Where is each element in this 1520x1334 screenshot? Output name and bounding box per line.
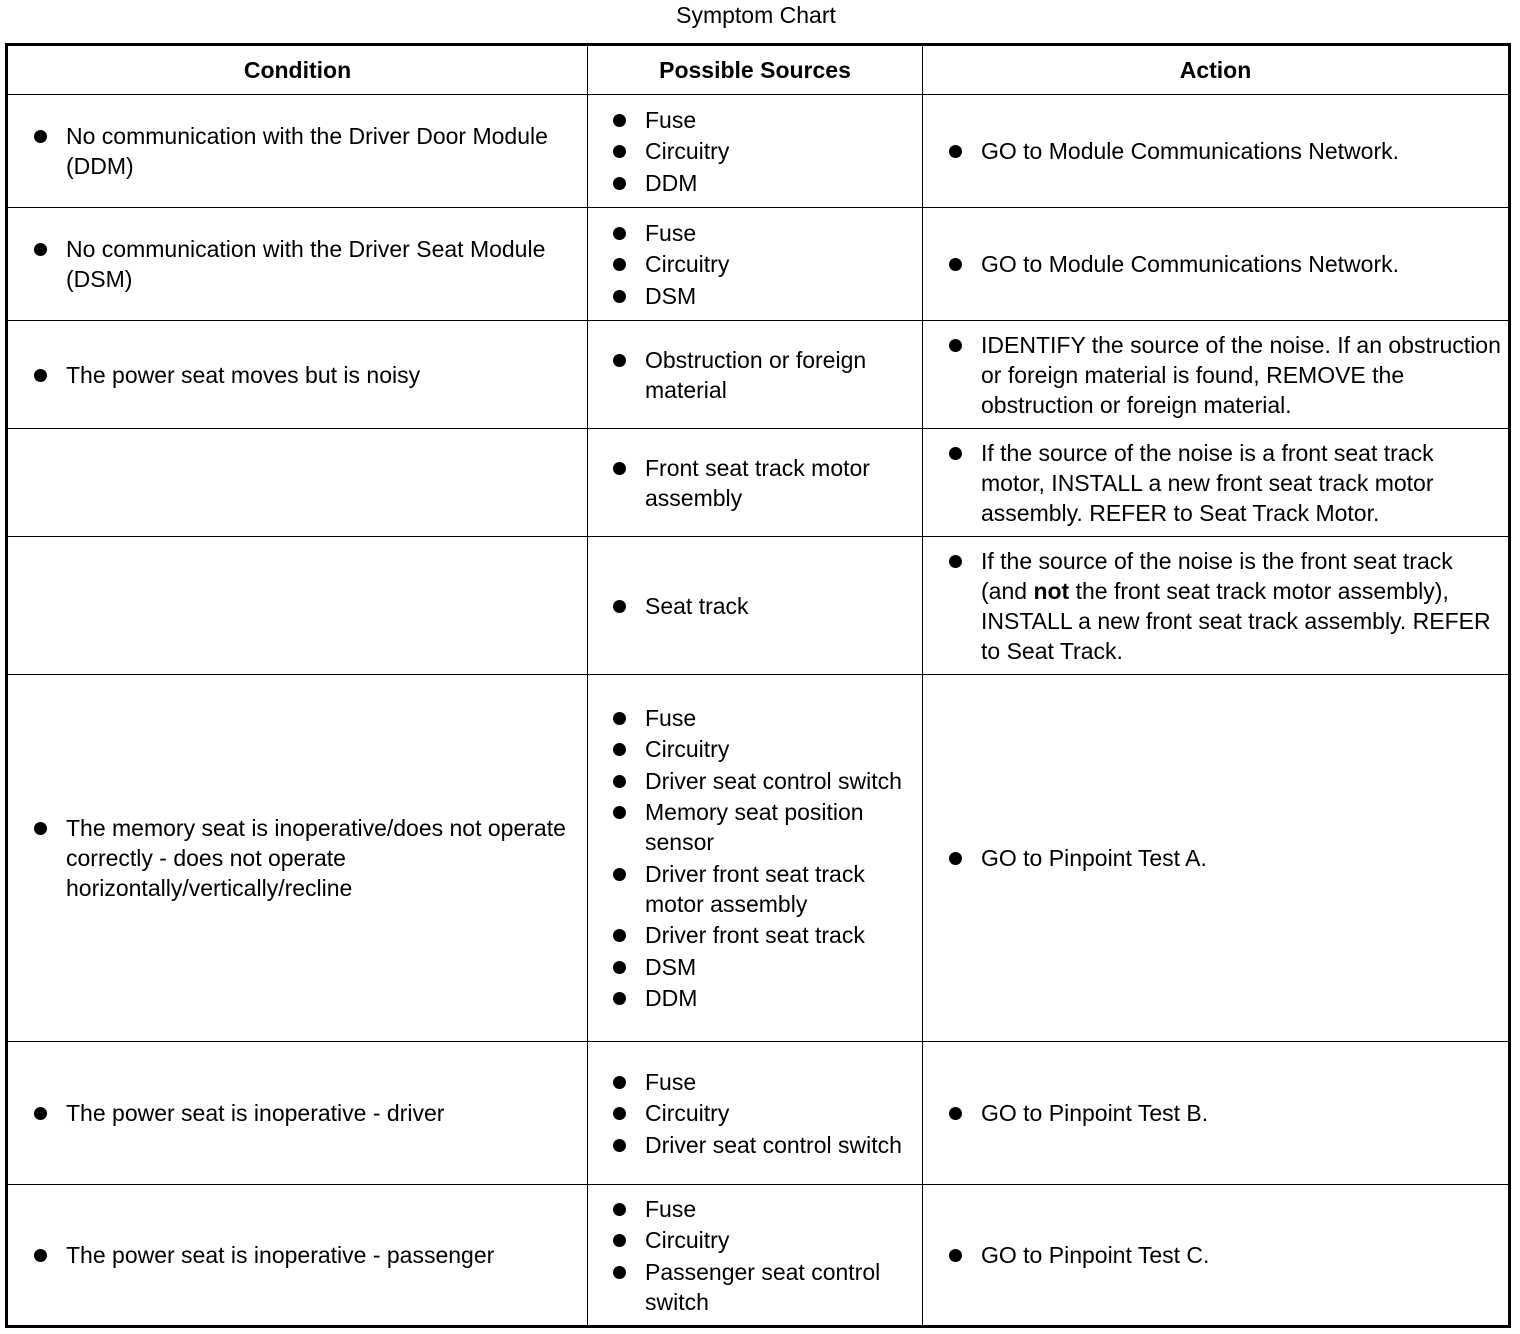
sources-cell <box>588 321 923 429</box>
source-item: Circuitry <box>645 136 916 166</box>
source-item: Fuse <box>645 1067 916 1097</box>
source-item: Circuitry <box>645 249 916 279</box>
action-text-pre: If the source of the noise is the front seat track (and <box>981 547 1453 604</box>
action-cell <box>923 1185 1510 1327</box>
action-text: GO to Module Communications Network. <box>981 249 1502 279</box>
sources-cell <box>588 95 923 208</box>
condition-text: The power seat is inoperative - driver <box>66 1098 575 1128</box>
action-text: If the source of the noise is a front seat track motor, INSTALL a new front seat track motor assembly. REFER to Seat Track Motor. <box>981 438 1502 528</box>
source-item: Memory seat position sensor <box>645 797 916 857</box>
table-row <box>7 1042 1510 1185</box>
table-row <box>7 95 1510 208</box>
source-item: DDM <box>645 168 916 198</box>
action-text: IDENTIFY the source of the noise. If an obstruction or foreign material is found, REMOVE the obstruction or foreign material. <box>981 331 1501 418</box>
condition-cell <box>7 321 588 429</box>
sources-cell <box>588 1042 923 1185</box>
source-item: Circuitry <box>645 1225 916 1255</box>
action-cell <box>923 321 1510 429</box>
possible-sources-header: Possible Sources <box>588 45 923 95</box>
source-item: DDM <box>645 983 916 1013</box>
action-cell <box>923 537 1510 675</box>
source-item: Circuitry <box>645 734 916 764</box>
action-header: Action <box>923 45 1510 95</box>
action-text: GO to Pinpoint Test A. <box>981 843 1502 873</box>
symptom-table <box>5 43 1511 1328</box>
action-cell <box>923 675 1510 1042</box>
action-text: GO to Pinpoint Test C. <box>981 1240 1502 1270</box>
condition-cell-empty <box>7 429 588 537</box>
condition-cell <box>7 208 588 321</box>
source-item: DSM <box>645 281 916 311</box>
condition-text: The power seat moves but is noisy <box>66 360 575 390</box>
sources-cell <box>588 1185 923 1327</box>
source-item: Passenger seat control switch <box>645 1257 916 1317</box>
sources-cell <box>588 537 923 675</box>
condition-cell <box>7 95 588 208</box>
sources-cell <box>588 429 923 537</box>
action-text: GO to Module Communications Network. <box>981 136 1502 166</box>
source-item: Fuse <box>645 1194 916 1224</box>
source-item: Driver front seat track motor assembly <box>645 859 916 919</box>
action-cell <box>923 1042 1510 1185</box>
table-row <box>7 208 1510 321</box>
condition-cell-empty <box>7 537 588 675</box>
action-text-post: the front seat track motor assembly), INSTALL a new front seat track assembly. REFER to Seat Track. <box>981 577 1491 664</box>
action-cell <box>923 429 1510 537</box>
source-item: Driver front seat track <box>645 920 916 950</box>
page-title: Symptom Chart <box>676 2 836 28</box>
condition-cell <box>7 675 588 1042</box>
source-item: Fuse <box>645 105 916 135</box>
table-row <box>7 675 1510 1042</box>
action-cell <box>923 95 1510 208</box>
action-text: GO to Pinpoint Test B. <box>981 1098 1502 1128</box>
source-item: Seat track <box>645 591 916 621</box>
source-item: Circuitry <box>645 1098 916 1128</box>
action-cell <box>923 208 1510 321</box>
source-item: DSM <box>645 952 916 982</box>
condition-text: The memory seat is inoperative/does not operate correctly - does not operate horizontally/vertically/recline <box>66 813 575 903</box>
condition-text: The power seat is inoperative - passenger <box>66 1240 575 1270</box>
table-row <box>7 429 1510 537</box>
action-text-emphasis: not <box>1033 577 1070 604</box>
source-item: Driver seat control switch <box>645 766 916 796</box>
sources-cell <box>588 675 923 1042</box>
table-row <box>7 1185 1510 1327</box>
sources-cell <box>588 208 923 321</box>
source-item: Fuse <box>645 703 916 733</box>
source-item: Front seat track motor assembly <box>645 453 916 513</box>
action-text <box>981 546 1502 666</box>
table-row <box>7 321 1510 429</box>
source-item: Driver seat control switch <box>645 1130 916 1160</box>
source-item: Obstruction or foreign material <box>645 345 916 405</box>
condition-header: Condition <box>7 45 588 95</box>
source-item: Fuse <box>645 218 916 248</box>
condition-cell <box>7 1185 588 1327</box>
condition-cell <box>7 1042 588 1185</box>
condition-text: No communication with the Driver Seat Module (DSM) <box>66 234 575 294</box>
condition-text: No communication with the Driver Door Module (DDM) <box>66 121 575 181</box>
header-row <box>7 45 1510 95</box>
table-row <box>7 537 1510 675</box>
